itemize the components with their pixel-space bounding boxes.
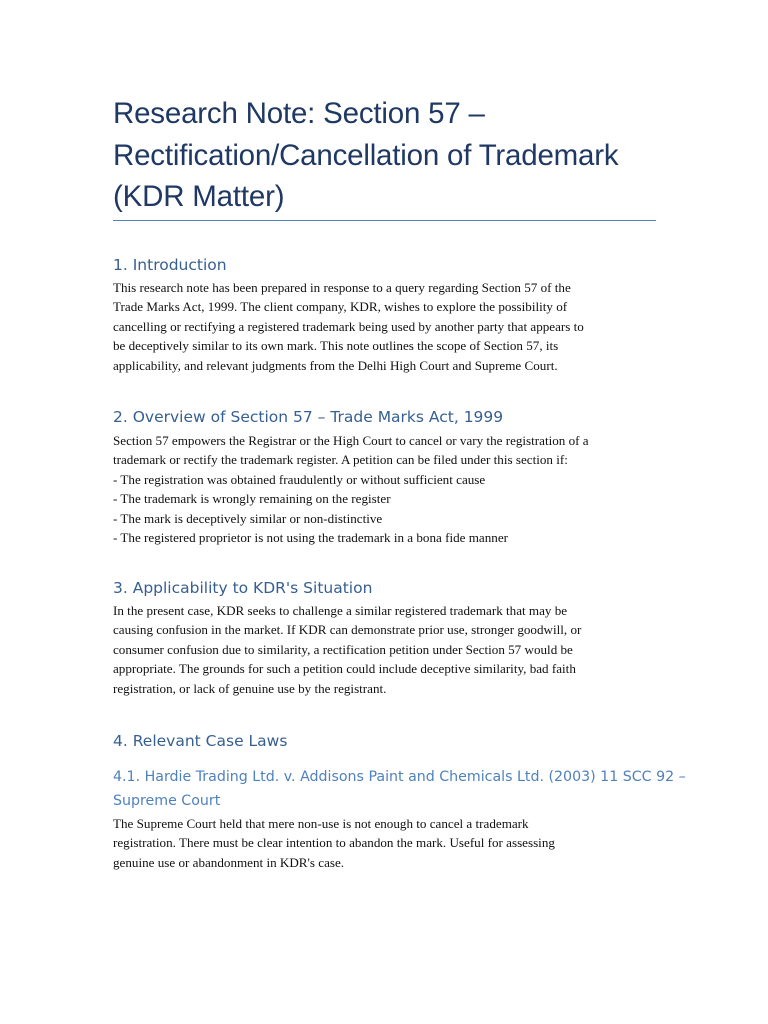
section-heading-case-laws: 4. Relevant Case Laws: [113, 732, 288, 750]
section-paragraph-introduction: [113, 278, 673, 375]
list-item: - The trademark is wrongly remaining on the register: [113, 491, 391, 507]
title-line: Rectification/Cancellation of Trademark: [113, 138, 619, 172]
paragraph-line: registration. There must be clear intention to abandon the mark. Useful for assessing: [113, 835, 555, 851]
paragraph-line: registration, or lack of genuine use by the registrant.: [113, 680, 387, 696]
section-heading-introduction: 1. Introduction: [113, 256, 227, 274]
title-line: Research Note: Section 57 –: [113, 97, 485, 130]
paragraph-line: applicability, and relevant judgments from the Delhi High Court and Supreme Court.: [113, 357, 558, 373]
section-heading-applicability: 3. Applicability to KDR's Situation: [113, 579, 373, 597]
list-item: - The mark is deceptively similar or non-distinctive: [113, 510, 383, 526]
subsection-paragraph-hardie-trading: [113, 814, 673, 872]
subsection-heading-line: Supreme Court: [113, 792, 221, 809]
paragraph-line: trademark or rectify the trademark register. A petition can be filed under this section if:: [113, 452, 568, 468]
paragraph-line: The Supreme Court held that mere non-use is not enough to cancel a trademark: [113, 816, 529, 831]
list-item: - The registration was obtained fraudulently or without sufficient cause: [113, 471, 486, 487]
subsection-heading-hardie-trading: [113, 766, 686, 813]
section-heading-overview: 2. Overview of Section 57 – Trade Marks Act, 1999: [113, 408, 504, 426]
paragraph-line: Section 57 empowers the Registrar or the High Court to cancel or vary the registration of a: [113, 433, 589, 448]
paragraph-line: This research note has been prepared in response to a query regarding Section 57 of the: [113, 280, 571, 295]
paragraph-line: be deceptively similar to its own mark. This note outlines the scope of Section 57, its: [113, 338, 559, 354]
paragraph-line: Trade Marks Act, 1999. The client company, KDR, wishes to explore the possibility of: [113, 299, 568, 315]
title-line: (KDR Matter): [113, 180, 285, 213]
document-title: [113, 93, 656, 218]
title-divider: [113, 220, 656, 221]
paragraph-line: In the present case, KDR seeks to challenge a similar registered trademark that may be: [113, 603, 568, 618]
paragraph-line: genuine use or abandonment in KDR's case.: [113, 854, 345, 870]
paragraph-line: cancelling or rectifying a registered trademark being used by another party that appears to: [113, 318, 584, 334]
paragraph-line: appropriate. The grounds for such a petition could include deceptive similarity, bad faith: [113, 661, 576, 677]
paragraph-line: consumer confusion due to similarity, a rectification petition under Section 57 would be: [113, 641, 573, 657]
list-item: - The registered proprietor is not using the trademark in a bona fide manner: [113, 530, 508, 546]
subsection-heading-line: 4.1. Hardie Trading Ltd. v. Addisons Paint and Chemicals Ltd. (2003) 11 SCC 92 –: [113, 769, 686, 785]
section-paragraph-applicability: [113, 601, 673, 698]
paragraph-line: causing confusion in the market. If KDR can demonstrate prior use, stronger goodwill, or: [113, 622, 582, 638]
section-paragraph-overview: [113, 431, 673, 547]
